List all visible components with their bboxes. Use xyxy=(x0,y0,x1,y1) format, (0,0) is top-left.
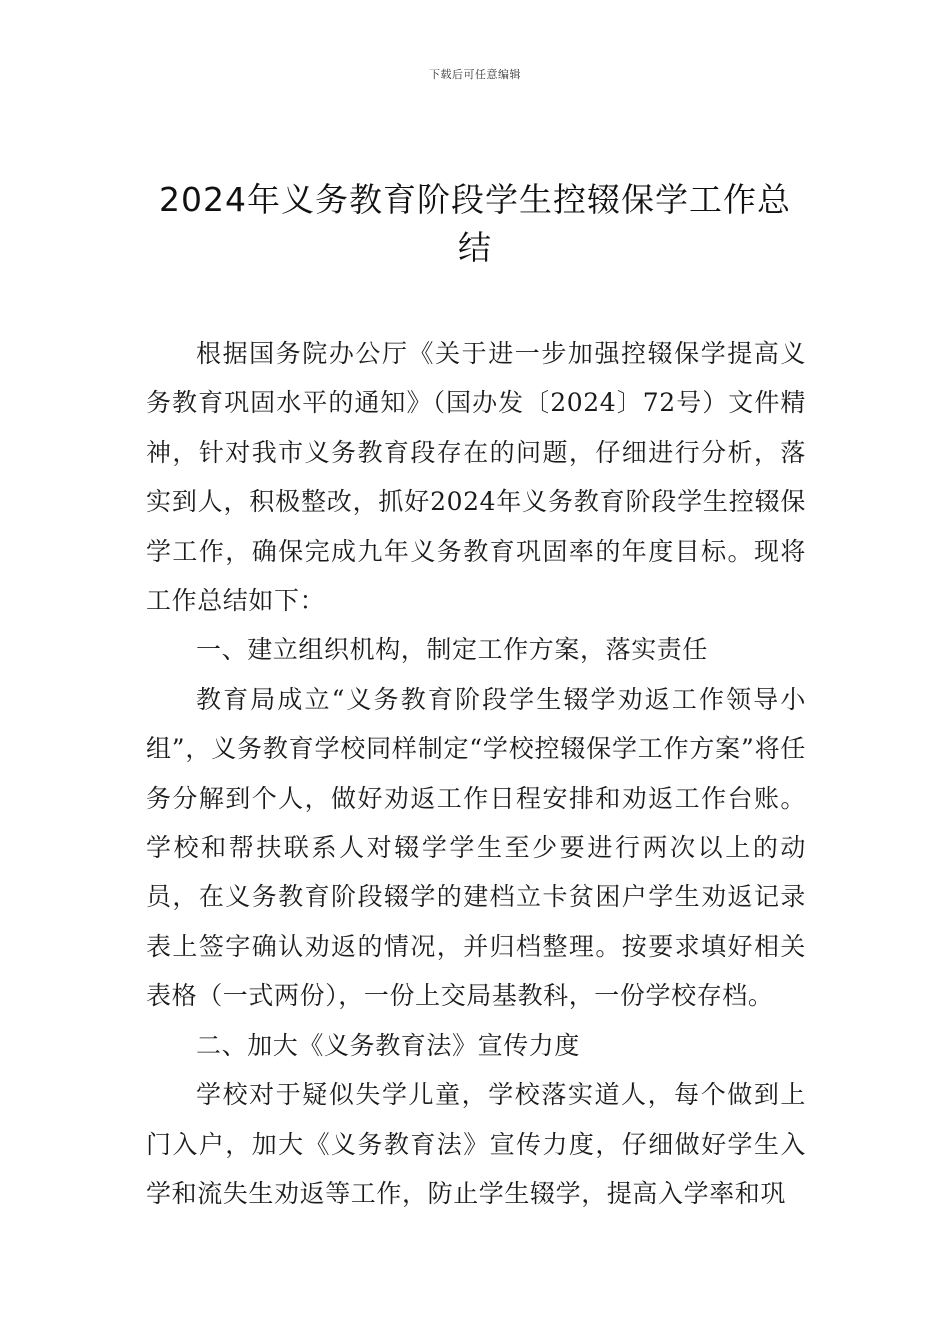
intro-paragraph: 根据国务院办公厅《关于进一步加强控辍保学提高义务教育巩固水平的通知》（国办发〔2024〕72号）文件精神，针对我市义务教育段存在的问题，仔细进行分析，落实到人，积极整改，抓好2024年义务教育阶段学生控辍保学工作，确保完成九年义务教育巩固率的年度目标。现将工作总结如下： xyxy=(146,339,806,616)
document-body xyxy=(146,329,806,1218)
section-1-paragraph: 教育局成立“义务教育阶段学生辍学劝返工作领导小组”，义务教育学校同样制定“学校控辍保学工作方案”将任务分解到个人，做好劝返工作日程安排和劝返工作台账。学校和帮扶联系人对辍学学生至少要进行两次以上的动员，在义务教育阶段辍学的建档立卡贫困户学生劝返记录表上签字确认劝返的情况，并归档整理。按要求填好相关表格（一式两份），一份上交局基教科，一份学校存档。 xyxy=(146,684,806,1011)
document-title: 2024年义务教育阶段学生控辍保学工作总结 xyxy=(159,180,791,267)
section-2-paragraph: 学校对于疑似失学儿童，学校落实道人，每个做到上门入户，加大《义务教育法》宣传力度，仔细做好学生入学和流失生劝返等工作，防止学生辍学，提高入学率和巩 xyxy=(146,1080,806,1208)
section-1-heading: 一、建立组织机构，制定工作方案，落实责任 xyxy=(196,635,709,665)
header-note: 下载后可任意编辑 xyxy=(429,68,521,81)
section-2-heading: 二、加大《义务教育法》宣传力度 xyxy=(196,1030,581,1060)
